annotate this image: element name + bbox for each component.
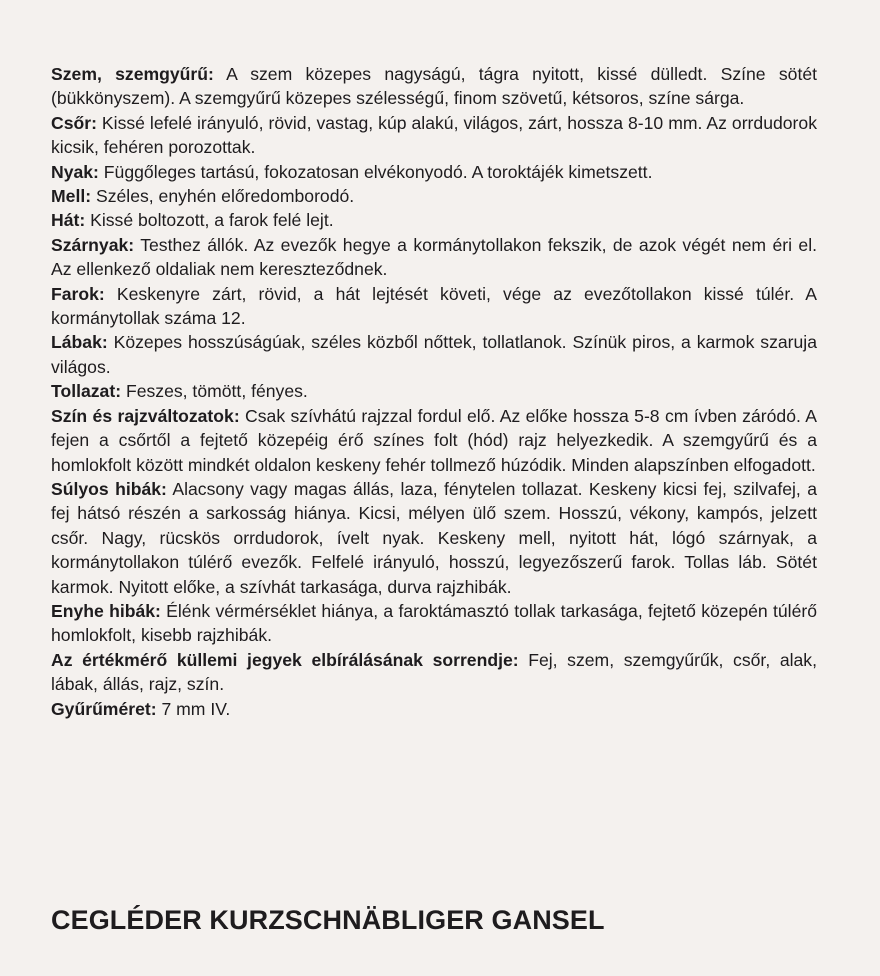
entry-label: Lábak: xyxy=(51,332,108,353)
entry-text: Csak szívhátú rajzzal fordul elő. Az előke hossza 5-8 cm ívben záródó. A fejen a csőrtől a fejtető közepéig érő színes folt (hód) rajz helyezkedik. A szemgyűrű és a homlokfolt között mindkét oldalon keskeny fehér tollmező húzódik. Minden alapszínben elfogadott. xyxy=(51,405,817,475)
entry-label: Az értékmérő küllemi jegyek elbírálásának sorrendje: xyxy=(51,649,519,670)
entry-label: Farok: xyxy=(51,283,105,304)
entry-text: Alacsony vagy magas állás, laza, fénytelen tollazat. Keskeny kicsi fej, szilvafej, a fej hátsó részén a sarkosság hiánya. Kicsi, mélyen ülő szem. Hosszú, vékony, kampós, jelzett csőr. Nagy, rücskös orrdudorok, ívelt nyak. Keskeny mell, nyitott hát, lógó szárnyak, a kormánytollakon túlérő evezők. Felfelé irányuló, hosszú, legyezőszerű farok. Tollas láb. Sötét karmok. Nyitott előke, a szívhát tarkasága, durva rajzhibák. xyxy=(51,478,817,597)
entry-label: Súlyos hibák: xyxy=(51,478,167,499)
entry-label: Nyak: xyxy=(51,161,99,182)
entry-minor-faults xyxy=(51,599,817,648)
entry-text: Testhez állók. Az evezők hegye a kormánytollakon fekszik, de azok végét nem éri el. Az ellenkező oldaliak nem kereszteződnek. xyxy=(51,234,817,280)
entry-breast xyxy=(51,184,817,208)
entry-wings xyxy=(51,233,817,282)
entry-text: Keskenyre zárt, rövid, a hát lejtését követi, vége az evezőtollakon kissé túlér. A kormánytollak száma 12. xyxy=(51,283,817,329)
entry-tail xyxy=(51,282,817,331)
entry-text: Széles, enyhén előredomborodó. xyxy=(91,186,355,207)
entry-text: Közepes hosszúságúak, széles közből nőttek, tollatlanok. Színük piros, a karmok szaruja világos. xyxy=(51,332,817,377)
entry-beak xyxy=(51,111,817,160)
entry-neck xyxy=(51,160,817,184)
entry-label: Mell: xyxy=(51,186,92,207)
entry-legs xyxy=(51,330,817,379)
entry-major-faults xyxy=(51,477,817,599)
entry-text: Fej, szem, szemgyűrűk, csőr, alak, lábak, állás, rajz, szín. xyxy=(51,649,817,695)
entry-text: A szem közepes nagyságú, tágra nyitott, kissé dülledt. Színe sötét (bükkönyszem). A szemgyűrű közepes szélességű, finom szövetű, kétsoros, színe sárga. xyxy=(51,64,818,109)
entry-back xyxy=(51,208,817,232)
entry-label: Hát: xyxy=(51,210,86,231)
entry-label: Szín és rajzváltozatok: xyxy=(51,405,240,426)
entry-label: Szárnyak: xyxy=(51,234,135,255)
entry-text: Feszes, tömött, fényes. xyxy=(121,381,308,402)
entry-text: Kissé boltozott, a farok felé lejt. xyxy=(85,210,334,231)
entry-plumage xyxy=(51,379,817,403)
entry-text: Függőleges tartású, fokozatosan elvékonyodó. A toroktájék kimetszett. xyxy=(98,161,653,182)
entry-label: Csőr: xyxy=(51,112,97,133)
entry-label: Szem, szemgyűrű: xyxy=(51,64,214,84)
entry-text: 7 mm IV. xyxy=(156,698,231,719)
entry-eye xyxy=(51,62,817,111)
standard-description xyxy=(51,62,817,721)
entry-text: Élénk vérmérséklet hiánya, a faroktámasztó tollak tarkasága, fejtető közepén túlérő homlokfolt, kisebb rajzhibák. xyxy=(51,600,817,646)
entry-colour-varieties xyxy=(51,404,817,477)
entry-judging-order xyxy=(51,648,817,697)
section-heading: CEGLÉDER KURZSCHNÄBLIGER GANSEL xyxy=(51,905,605,935)
entry-text: Kissé lefelé irányuló, rövid, vastag, kúp alakú, világos, zárt, hossza 8-10 mm. Az orrdudorok kicsik, fehéren porozottak. xyxy=(51,112,817,158)
entry-label: Enyhe hibák: xyxy=(51,600,161,621)
entry-label: Gyűrűméret: xyxy=(51,698,157,719)
entry-ring-size xyxy=(51,697,817,721)
entry-label: Tollazat: xyxy=(51,381,122,402)
